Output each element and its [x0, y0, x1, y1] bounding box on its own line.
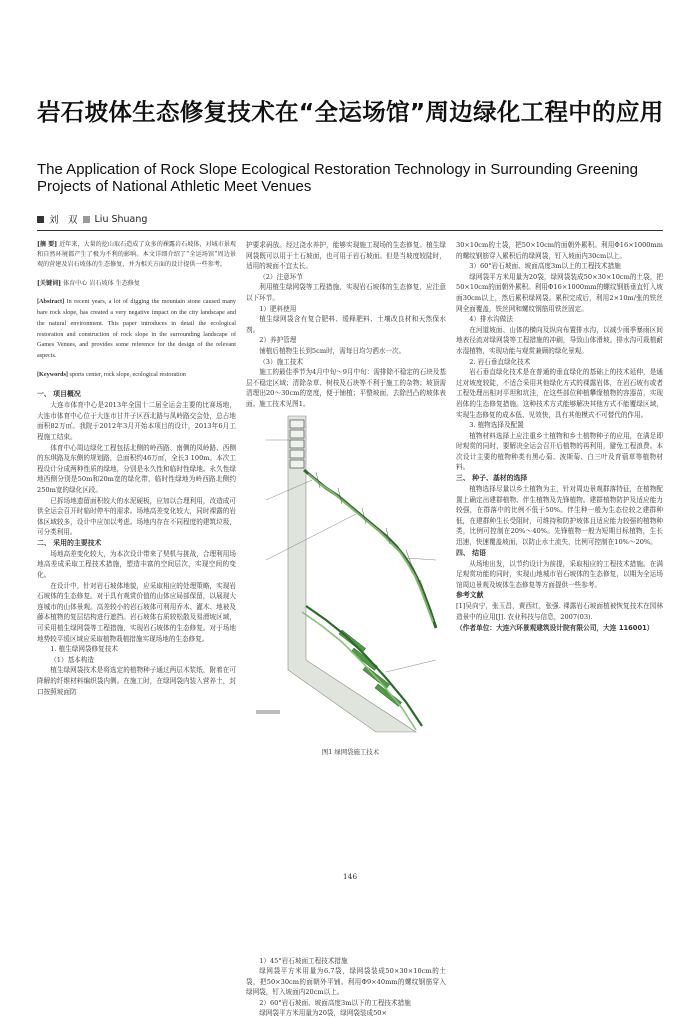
subheading: （2）注意环节 [259, 272, 303, 281]
author-square-icon [37, 216, 44, 223]
references-heading: 参考文献 [456, 591, 484, 600]
subheading: 1. 植生绿网袋修复技术 [50, 645, 118, 654]
header-divider [37, 230, 663, 231]
abstract-en: [Abstract] In recent years, a lot of digging the mountain stone caused many bare rock slope, has created a very negative impact on the city landscape and the natural environment. This paper introduces in detail the ecological restoration and construction of rock slope in the surrounding landscape of Games Venues, and provides some reference for the design of the relevant aspects. [37, 297, 236, 360]
column-3 [456, 240, 663, 633]
subheading: （3）施工技术 [259, 357, 303, 366]
author-line [37, 212, 147, 226]
paragraph: 大连市体育中心是2013年全国十二届全运会主要的比赛场地，大连市体育中心位于大连市甘井子区西北路与凤岭路交会处，总占地面积82万㎡。我院于2012年3月开始本项目的设计，2013年6月工程施工结束。 [37, 401, 236, 441]
keywords-cn: [关键词] 体育中心 岩石坡体 生态修复 [37, 279, 140, 287]
abstract-cn: [摘 要] 近年来，大量的挖山取石造成了众多的裸露岩石坡体，对城市景观和自然环境都产生了极为不利的影响。本文详细介绍了“全运场馆”周边景观的营建及岩石坡体的生态修复，并为相关方面的设计提供一些参考。 [37, 241, 237, 269]
paragraph: 在河道坡面、山体的横向及纵向布置排水沟，以减少雨季暴雨区间地表径流对绿网袋等工程措施的冲刷，导致山体滑坡。排水沟可栽植耐水湿植物，实现功能与观赏兼顾的绿化景观。 [456, 325, 663, 355]
reference-item: [1]吴向宁，张玉昌，黄西红，张强. 裸露岩石坡面植被恢复技术在园林造景中的应用[J]. 农业科技与信息，2007(03). [456, 602, 663, 621]
subheading: 1）45°岩石坡面工程技术措施 [259, 956, 348, 965]
keywords-en: [Keywords] sports center, rock slope, ecological restoration [37, 371, 186, 379]
paragraph: 岩石垂直绿化技术是在普通的垂直绿化的基础上的技术延伸，是通过对坡度较陡，不适合采用其他绿化方式的裸露岩体，在岩石坡有或者工程处理出相对平坦和坑洼，在这些部位种植攀缘植物的容器苗，实现岩体的生态修复措施。这种技术方式能够解决其他方式不能覆绿区域，实现生态修复的成本低、见效快，具有其他模式不可替代的作用。 [456, 368, 663, 419]
author-cn: 刘 双 [49, 215, 78, 226]
paragraph: 植物材料选择上应注重乡土植物和乡土植物种子的应用，在满足即时观赏的同时，要解决全运会召开后植物的再利用，避免工程浪费。本次设计主要的植物种类有黑心菊、波斯菊、白三叶及育蓿草等植物材料。 [456, 431, 663, 472]
section-heading-2: 二、 采用的主要技术 [37, 538, 102, 547]
paragraph: 植生绿网袋含有复合肥料、缓释肥料、土壤改良材和天然保水剂。 [246, 315, 446, 334]
paragraph: 铺植后植物生长到5cm时，需每日均匀洒水一次。 [259, 346, 406, 355]
subheading: 2）养护管理 [259, 336, 297, 345]
author-square-gray-icon [83, 216, 90, 223]
green-net-bag-diagram [246, 410, 455, 740]
paragraph: 体育中心周边绿化工程包括北侧的岭西路、南侧的凤岭路、西侧的东琪路及东侧的规划路，总面积约46万㎡，全长3 100m。本次工程设计分成两种性质的绿地，分别是永久性和临时性绿地。永久性绿地西侧分别是50m和20m宽的绿化带，临时性绿地为岭西路北侧约250m宽的绿化区段。 [37, 443, 236, 494]
section-heading-1: 一、 项目概况 [37, 390, 81, 399]
paragraph: 施工的最佳季节为4月中旬～9月中旬：需排除不稳定的石块及基层不稳定区域；清除杂草、树枝及石块等不利于施工的杂物；坡顶需清理出20～30cm的宽度，便于铺植；平整坡面，去除凹凸的坡体表面。施工技术见图1。 [246, 368, 446, 408]
subheading: 4）排水沟做法 [469, 315, 513, 324]
paragraph: 绿网袋平方米用量为20袋，绿网袋装成50× [259, 1009, 387, 1018]
subheading: 3）60°岩石坡面、坡面高度3m以上的工程技术措施 [469, 262, 621, 271]
column-2 [246, 240, 446, 1019]
paragraph: 绿网袋平方米用量为6.7袋，绿网袋装成50×30×10cm的土袋，把50×30cm的面朝外平铺。利用Φ9×40mm的螺纹钢筋穿入绿网袋，钉入坡面内20cm以上。 [246, 967, 446, 997]
page-number: 146 [342, 872, 358, 881]
figure-caption: 图1 绿网袋施工技术 [321, 748, 380, 757]
subheading: 3. 植物选择及配置 [469, 421, 524, 430]
subheading: 1）肥料使用 [259, 304, 297, 313]
paragraph: 植生绿网袋技术是将选定的植物种子通过两层木浆纸，附着在可降解的纤维材料编织袋内侧。在施工时，在绿网袋内装入营养土，封口按照坡面防 [37, 666, 236, 696]
paragraph: 护要求码放。经过浇水养护，能够实现施工现场的生态修复。植生绿网袋既可以用于土石坡面，也可用于岩石坡面。但是当坡度较陡时，适用的坡面不宜太长。 [246, 241, 446, 271]
article-title-cn: 岩石坡体生态修复技术在“全运场馆”周边绿化工程中的应用 [37, 98, 664, 126]
paragraph: 利用植生绿网袋等工程措施，实现岩石坡体的生态修复，应注意以下环节。 [246, 283, 446, 302]
paragraph: 30×10cm的土袋，把50×10cm的面朝外累积。利用Φ16×1000mm的螺纹钢筋穿入累积后的绿网袋，钉入坡面内30cm以上。 [456, 241, 663, 260]
article-title-en: The Application of Rock Slope Ecological Restoration Technology in Surrounding Greening Projects of National Athletic Meet Venues [37, 161, 638, 195]
paragraph: 已拆场地遗留面积较大的水泥硬板，应加以合理利用，改造成可供全运会召开时临时停车的需求。场地高差变化较大，同时裸露的岩体区域较多，设计中应加以考虑。场地内存在不同程度的建筑垃圾，可分类利用。 [37, 496, 236, 537]
section-heading-3: 三、 种子、基材的选择 [456, 474, 528, 483]
column-1 [37, 240, 236, 697]
author-affiliation: （作者单位：大连六环景观建筑设计院有限公司，大连 116001） [456, 623, 654, 632]
author-en: Liu Shuang [94, 213, 148, 225]
paragraph: 植物选择尽量以乡土植物为主，针对周边景观群落特征，在植物配置上确定出建群植物、伴生植物及先锋植物。建群植物防护及适应能力较强，在群落中的比例不低于50%。伴生种一般为生态位较之建群种低，在建群种生长受阻时，可维持和防护坡体且适应能力较强的植物种类，比例可控制在20%～40%。先锋植物一般为短期目标植物，生长迅速，快速覆盖坡面，以防止水土流失，比例可控制在10%～20%。 [456, 485, 663, 547]
subheading: （1）基本构造 [50, 655, 94, 664]
paragraph: 从场地出发，以节约设计为前提，采取相应的工程技术措施。在满足观赏功能的同时，实现山地城市岩石坡体的生态修复，以期为全运场馆周边景观及坡体生态修复等方面提供一些参考。 [456, 559, 663, 589]
paragraph: 在设计中，针对岩石坡体地貌，应采取相应的处理策略，实现岩石坡体的生态修复。对于具有观赏价值的山体应局部保留，以展现大连城市的山体景观。高差较小的岩石坡体可利用乔木、灌木、地被及藤本植物的复层结构进行遮挡。岩石坡体右质较松散及易滑坡区域，可采用植生绿网袋等工程措施，实现岩石坡体的生态修复。对于场地地势较平缓区域应采取植物栽植措施实现场地的生态修复。 [37, 581, 236, 643]
subheading: 2. 岩石垂直绿化技术 [469, 357, 531, 366]
section-heading-4: 四、 结语 [456, 548, 486, 557]
paragraph: 场地高差变化较大，为本次设计带来了契机与挑战，合理利用场地高差成采取工程技术措施，塑造丰富的空间层次，实现空间的变化。 [37, 549, 236, 580]
subheading: 2）60°岩石坡面、坡面高度3m以下的工程技术措施 [259, 998, 411, 1007]
paragraph: 绿网袋平方米用量为20袋，绿网袋装成50×30×10cm的土袋，把50×10cm的面朝外累积。利用Φ16×1000mm的螺纹钢筋垂直钉入坡面30cm以上，然后累积绿网袋。累积完成后，利用2×10m/张的铁丝网全面覆盖，铁丝网和螺纹钢筋用铁丝固定。 [456, 272, 663, 313]
